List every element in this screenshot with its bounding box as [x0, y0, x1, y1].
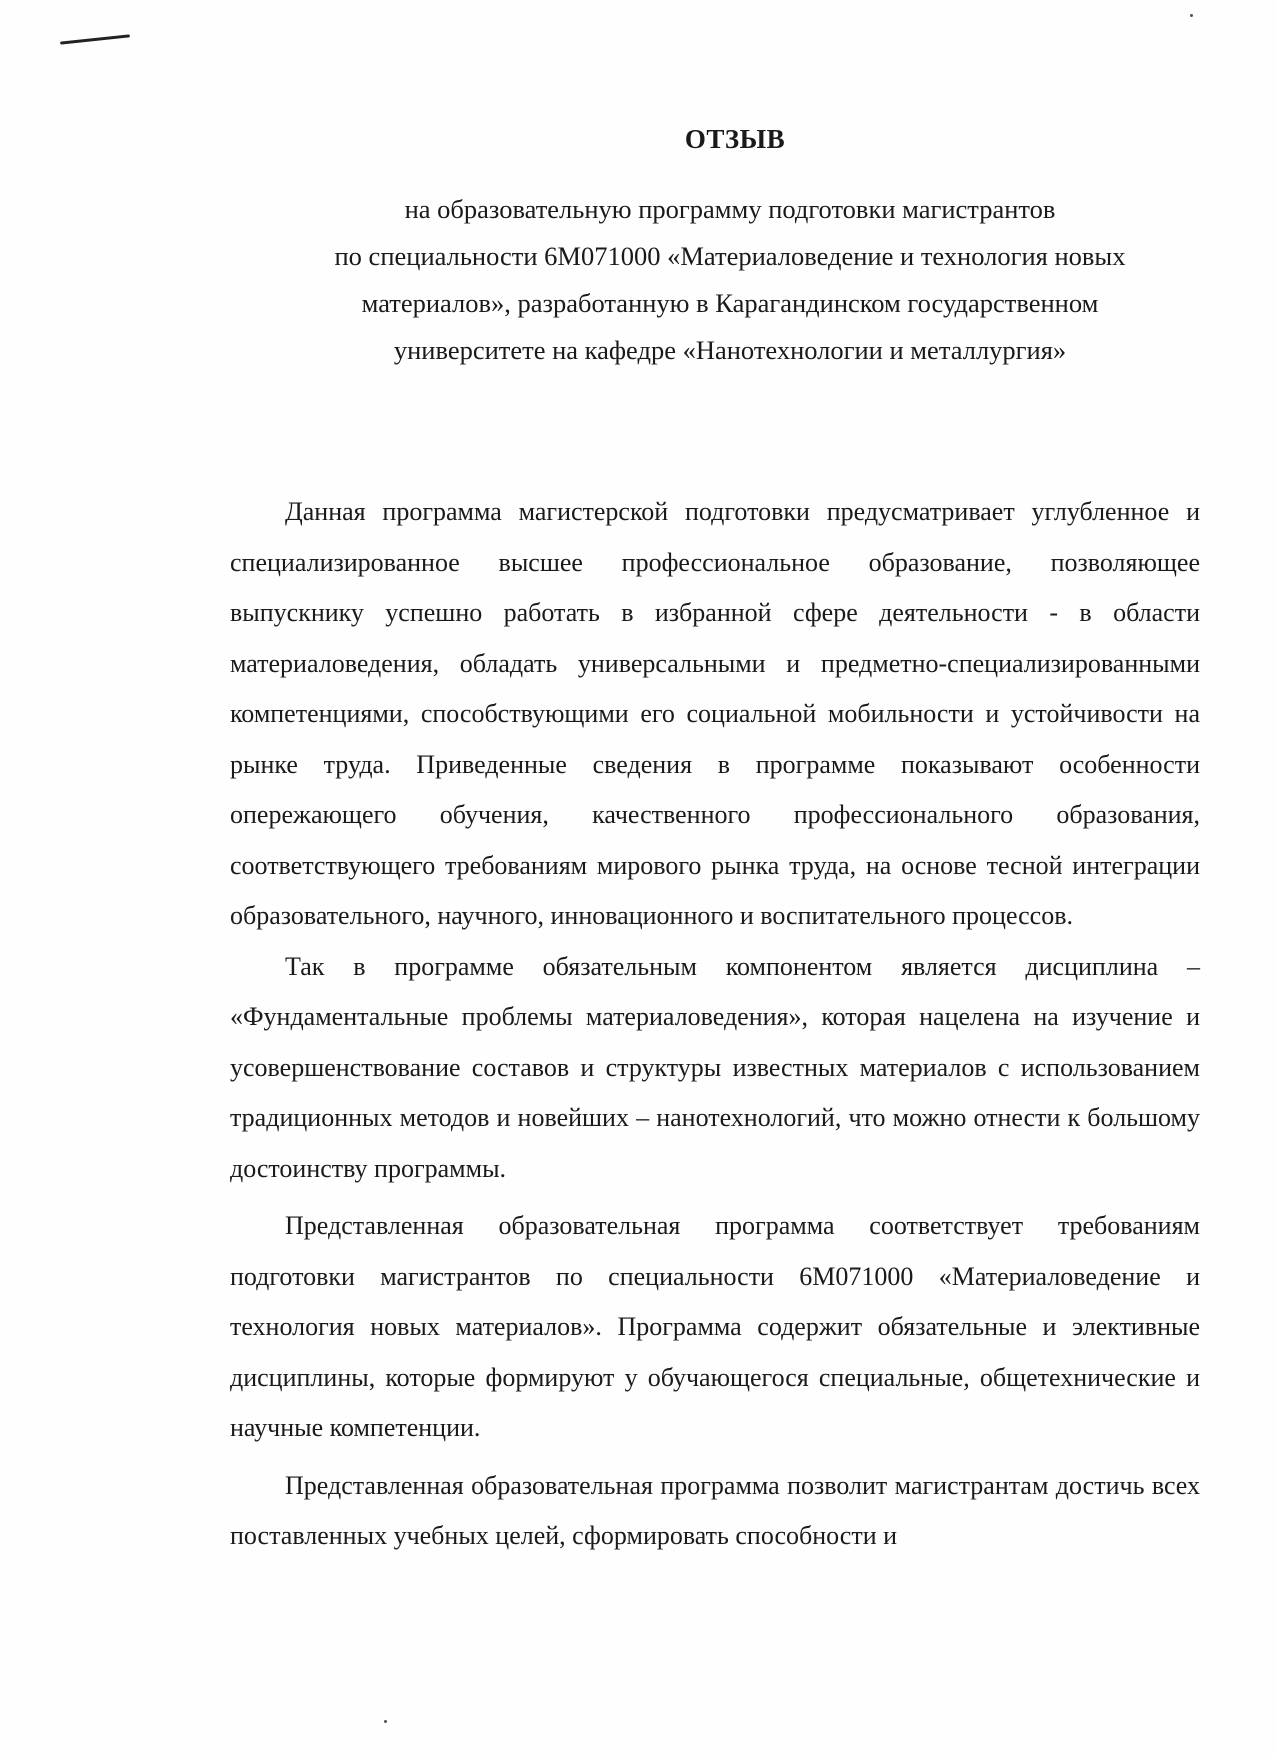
body-paragraph: Так в программе обязательным компонентом является дисциплина – «Фундаментальные проблемы материаловедения», которая нацелена на изучение и усовершенствование составов и структуры известных материалов с использованием традиционных методов и новейших – нанотехнологий, что можно отнести к большому достоинству программы. [230, 951, 1200, 1183]
scan-speck [384, 1720, 387, 1723]
body-paragraph: Представленная образовательная программа позволит магистрантам достичь всех поставленных учебных целей, сформировать способности и [230, 1470, 1200, 1550]
body-paragraph: Данная программа магистерской подготовки предусматривает углубленное и специализированное высшее профессиональное образование, позволяющее выпускнику успешно работать в избранной сфере деятельности - в области материаловедения, обладать универсальными и предметно-специализированными компетенциями, способствующими его социальной мобильности и устойчивости на рынке труда. Приведенные сведения в программе показывают особенности опережающего обучения, качественного профессионального образования, соответствующего требованиям мирового рынка труда, на основе тесной интеграции образовательного, научного, инновационного и воспитательного процессов. [230, 497, 1200, 930]
body-paragraph: Представленная образовательная программа соответствует требованиям подготовки магистрантов по специальности 6М071000 «Материаловедение и технология новых материалов». Программа содержит обязательные и элективные дисциплины, которые формируют у обучающегося специальные, общетехнические и научные компетенции. [230, 1211, 1200, 1442]
document-body [230, 487, 1200, 1562]
subtitle-line: на образовательную программу подготовки магистрантов [404, 194, 1056, 224]
subtitle-line: университете на кафедре «Нанотехнологии и металлургия» [393, 335, 1067, 365]
subtitle-line: материалов», разработанную в Карагандинском государственном [361, 288, 1099, 318]
document-title: ОТЗЫВ [684, 124, 786, 154]
document-subtitle [270, 186, 1190, 374]
scan-speck [1190, 14, 1193, 17]
subtitle-line: по специальности 6М071000 «Материаловедение и технология новых [334, 241, 1126, 271]
scan-mark [60, 34, 130, 44]
